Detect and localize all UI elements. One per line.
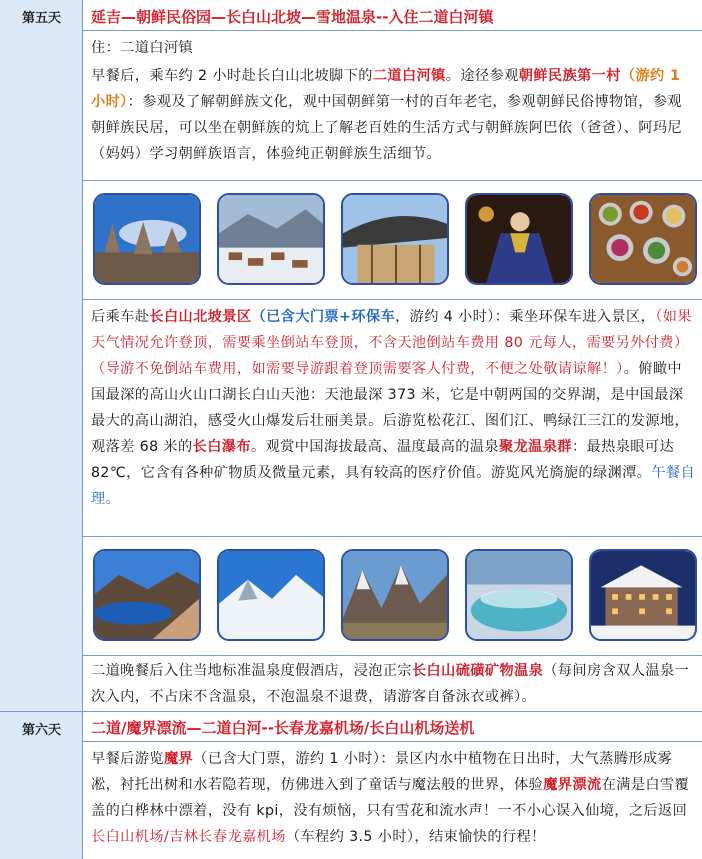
valley-peaks-photo [341, 549, 449, 641]
day6-label: 第六天 [21, 723, 61, 738]
day5-desc-cell [83, 31, 702, 181]
day5-photo-row-1 [83, 181, 702, 300]
snow-mountains-photo [217, 549, 325, 641]
day6-title: 二道/魔界漂流—二道白河--长春龙嘉机场/长白山机场送机 [91, 719, 475, 737]
day6-paragraph-1: 早餐后游览魔界（已含大门票，游约 1 小时）：景区内水中植物在日出时，大气蒸腾形成雾凇，衬托出树和水若隐若现，仿佛进入到了童话与魔法般的世界，体验魔界漂流在满是白雪覆盖的白桦林中漂着，没有 kpi，没有烦恼，只有雪花和流水声！一不小心误入仙境，之后返回长白山机场/吉林长春龙嘉机场（车程约 3.5 小时），结束愉快的行程！ [91, 751, 690, 845]
day6-label-cell [0, 712, 83, 859]
village-snow-photo [217, 193, 325, 285]
tree-sky-photo [93, 193, 201, 285]
day6-desc-cell [83, 742, 702, 859]
day6-row [0, 712, 702, 859]
day5-label-cell [0, 0, 83, 712]
day5-paragraph-1: 早餐后，乘车约 2 小时赴长白山北坡脚下的二道白河镇。途径参观朝鲜民族第一村（游约 1 小时）：参观及了解朝鲜族文化，观中国朝鲜第一村的百年老宅，参观朝鲜民俗博物馆，参观朝鲜族民居，可以坐在朝鲜族的炕上了解老百姓的生活方式与朝鲜族阿巴依（爸爸）、阿玛尼（妈妈）学习朝鲜族语言，体验纯正朝鲜族生活细节。 [91, 68, 682, 162]
day5-photo-row-2 [83, 537, 702, 656]
costume-doll-photo [465, 193, 573, 285]
snow-hotel-photo [589, 549, 697, 641]
day5-desc-cell-3 [83, 656, 702, 712]
day5-paragraph-3: 二道晚餐后入住当地标准温泉度假酒店，浸泡正宗长白山硫磺矿物温泉（每间房含双人温泉一次入内，不占床不含温泉，不泡温泉不退费，请游客自备泳衣或裤）。 [91, 663, 690, 705]
hot-spring-photo [465, 549, 573, 641]
volcano-lake-photo [93, 549, 201, 641]
day6-title-cell [83, 712, 702, 742]
day5-stay: 住：二道白河镇 [91, 40, 194, 56]
day5-title-cell [83, 0, 702, 31]
day5-paragraph-2: 后乘车赴长白山北坡景区（已含大门票+环保车，游约 4 小时）：乘坐环保车进入景区，（如果天气情况允许登顶，需要乘坐倒站车登顶，不含天池倒站车费用 80 元每人，需要另外付费）（导游不免倒站车费用，如需要导游跟着登顶需要客人付费，不便之处敬请谅解！）。俯瞰中国最深的高山火山口湖长白山天池：天池最深 373 米，它是中朝两国的交界湖，是中国最深最大的高山湖泊，感受火山爆发后壮丽美景。后游览松花江、图们江、鸭绿江三江的发源地，观落差 68 米的长白瀑布。观赏中国海拔最高、温度最高的温泉聚龙温泉群：最热泉眼可达 82℃，它含有各种矿物质及微量元素，具有较高的医疗价值。游览风光旖旎的绿渊潭。午餐自理。 [91, 309, 696, 507]
day5-title: 延吉—朝鲜民俗园—长白山北坡—雪地温泉--入住二道白河镇 [91, 8, 494, 26]
day5-label: 第五天 [21, 11, 61, 26]
hanok-roof-photo [341, 193, 449, 285]
day5-desc-cell-2 [83, 300, 702, 537]
banchan-dishes-photo [589, 193, 697, 285]
